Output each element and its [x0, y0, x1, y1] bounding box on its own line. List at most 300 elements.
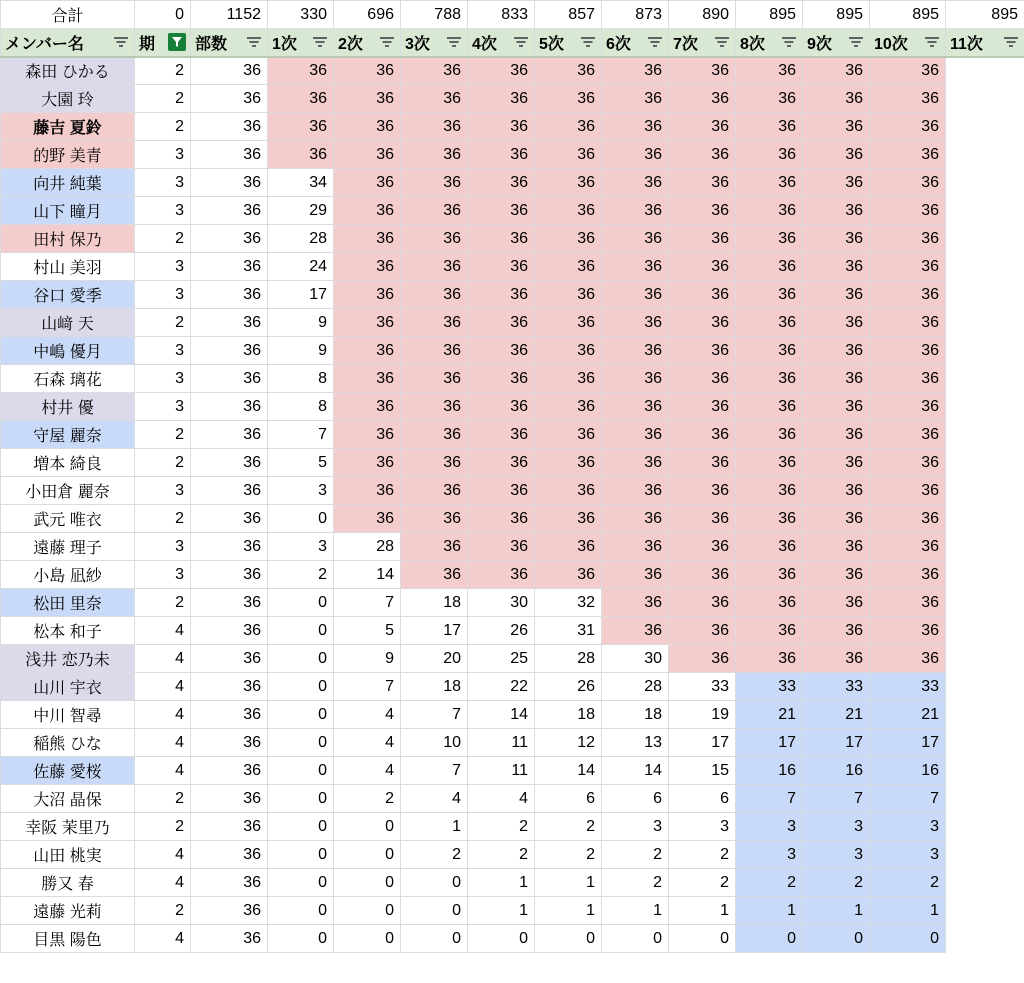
round-cell[interactable]: 7 [401, 757, 468, 785]
round-cell[interactable]: 36 [669, 197, 736, 225]
copies-cell[interactable]: 36 [191, 57, 268, 85]
round-cell[interactable]: 36 [669, 365, 736, 393]
filter-icon[interactable] [380, 37, 394, 47]
round-cell[interactable]: 2 [669, 869, 736, 897]
round-cell[interactable]: 28 [535, 645, 602, 673]
round-cell[interactable]: 36 [669, 589, 736, 617]
round-cell[interactable]: 36 [401, 197, 468, 225]
round-cell[interactable]: 36 [334, 141, 401, 169]
round-cell[interactable]: 36 [669, 477, 736, 505]
round-cell[interactable]: 7 [334, 673, 401, 701]
round-cell[interactable]: 2 [535, 841, 602, 869]
member-name-cell[interactable]: 村井 優 [1, 393, 135, 421]
round-cell[interactable]: 36 [401, 561, 468, 589]
round-cell[interactable]: 0 [736, 925, 803, 953]
round-cell[interactable]: 16 [803, 757, 870, 785]
round-cell[interactable]: 12 [535, 729, 602, 757]
round-cell[interactable]: 36 [669, 113, 736, 141]
term-cell[interactable]: 3 [135, 197, 191, 225]
copies-cell[interactable]: 36 [191, 141, 268, 169]
round-cell[interactable]: 36 [401, 141, 468, 169]
round-cell[interactable]: 33 [870, 673, 946, 701]
round-cell[interactable]: 36 [803, 561, 870, 589]
round-cell[interactable]: 9 [268, 309, 334, 337]
column-header[interactable] [468, 29, 535, 57]
member-name-cell[interactable]: 大園 玲 [1, 85, 135, 113]
round-cell[interactable]: 36 [669, 337, 736, 365]
round-cell[interactable]: 1 [602, 897, 669, 925]
copies-cell[interactable]: 36 [191, 701, 268, 729]
round-cell[interactable]: 36 [736, 533, 803, 561]
round-cell[interactable]: 36 [268, 57, 334, 85]
round-cell[interactable]: 36 [669, 645, 736, 673]
round-cell[interactable]: 36 [870, 281, 946, 309]
copies-cell[interactable]: 36 [191, 673, 268, 701]
round-cell[interactable]: 1 [535, 869, 602, 897]
round-cell[interactable]: 3 [268, 533, 334, 561]
member-name-cell[interactable]: 増本 綺良 [1, 449, 135, 477]
round-cell[interactable]: 5 [334, 617, 401, 645]
member-name-cell[interactable]: 森田 ひかる [1, 57, 135, 85]
member-name-cell[interactable]: 幸阪 茉里乃 [1, 813, 135, 841]
round-cell[interactable]: 36 [803, 253, 870, 281]
filter-icon[interactable] [581, 37, 595, 47]
round-cell[interactable]: 0 [334, 841, 401, 869]
member-name-cell[interactable]: 勝又 春 [1, 869, 135, 897]
round-cell[interactable]: 6 [669, 785, 736, 813]
member-name-cell[interactable]: 中嶋 優月 [1, 337, 135, 365]
round-cell[interactable]: 36 [602, 505, 669, 533]
column-header[interactable] [401, 29, 468, 57]
round-cell[interactable]: 36 [334, 169, 401, 197]
round-cell[interactable]: 36 [334, 57, 401, 85]
copies-cell[interactable]: 36 [191, 85, 268, 113]
round-cell[interactable]: 26 [535, 673, 602, 701]
copies-cell[interactable]: 36 [191, 785, 268, 813]
round-cell[interactable]: 36 [468, 365, 535, 393]
round-cell[interactable]: 36 [669, 617, 736, 645]
round-cell[interactable]: 36 [870, 533, 946, 561]
filter-icon[interactable] [114, 37, 128, 47]
round-cell[interactable]: 3 [602, 813, 669, 841]
round-cell[interactable]: 8 [268, 393, 334, 421]
filter-icon[interactable] [447, 37, 461, 47]
totals-cell[interactable]: 895 [736, 1, 803, 29]
round-cell[interactable]: 36 [736, 589, 803, 617]
round-cell[interactable]: 36 [468, 477, 535, 505]
round-cell[interactable]: 36 [468, 197, 535, 225]
round-cell[interactable]: 36 [535, 393, 602, 421]
totals-cell[interactable]: 0 [135, 1, 191, 29]
round-cell[interactable]: 2 [468, 841, 535, 869]
term-cell[interactable]: 4 [135, 869, 191, 897]
round-cell[interactable]: 16 [736, 757, 803, 785]
round-cell[interactable]: 13 [602, 729, 669, 757]
round-cell[interactable]: 36 [870, 169, 946, 197]
member-name-cell[interactable]: 村山 美羽 [1, 253, 135, 281]
copies-cell[interactable]: 36 [191, 869, 268, 897]
member-name-cell[interactable]: 山下 瞳月 [1, 197, 135, 225]
round-cell[interactable]: 36 [736, 57, 803, 85]
term-cell[interactable]: 2 [135, 113, 191, 141]
round-cell[interactable]: 14 [602, 757, 669, 785]
round-cell[interactable]: 36 [401, 505, 468, 533]
round-cell[interactable]: 36 [669, 309, 736, 337]
round-cell[interactable]: 36 [870, 85, 946, 113]
round-cell[interactable]: 36 [736, 169, 803, 197]
round-cell[interactable]: 2 [870, 869, 946, 897]
round-cell[interactable]: 36 [669, 253, 736, 281]
round-cell[interactable]: 2 [334, 785, 401, 813]
round-cell[interactable]: 36 [468, 141, 535, 169]
member-name-cell[interactable]: 石森 璃花 [1, 365, 135, 393]
member-name-cell[interactable]: 守屋 麗奈 [1, 421, 135, 449]
round-cell[interactable]: 4 [401, 785, 468, 813]
round-cell[interactable]: 36 [468, 393, 535, 421]
round-cell[interactable]: 36 [401, 225, 468, 253]
round-cell[interactable]: 33 [803, 673, 870, 701]
column-header[interactable] [736, 29, 803, 57]
filter-icon[interactable] [782, 37, 796, 47]
round-cell[interactable]: 36 [468, 57, 535, 85]
round-cell[interactable]: 4 [334, 701, 401, 729]
round-cell[interactable]: 36 [803, 57, 870, 85]
round-cell[interactable]: 36 [870, 589, 946, 617]
term-cell[interactable]: 2 [135, 85, 191, 113]
round-cell[interactable]: 36 [870, 309, 946, 337]
member-name-cell[interactable]: 目黒 陽色 [1, 925, 135, 953]
round-cell[interactable]: 36 [401, 57, 468, 85]
term-cell[interactable]: 2 [135, 421, 191, 449]
round-cell[interactable]: 36 [803, 645, 870, 673]
round-cell[interactable]: 0 [268, 505, 334, 533]
round-cell[interactable]: 0 [401, 925, 468, 953]
round-cell[interactable]: 0 [268, 701, 334, 729]
round-cell[interactable]: 36 [602, 169, 669, 197]
round-cell[interactable]: 36 [535, 309, 602, 337]
copies-cell[interactable]: 36 [191, 393, 268, 421]
round-cell[interactable]: 36 [803, 617, 870, 645]
round-cell[interactable]: 36 [401, 113, 468, 141]
round-cell[interactable]: 14 [334, 561, 401, 589]
round-cell[interactable]: 36 [535, 505, 602, 533]
round-cell[interactable]: 15 [669, 757, 736, 785]
round-cell[interactable]: 0 [401, 897, 468, 925]
round-cell[interactable]: 18 [401, 673, 468, 701]
round-cell[interactable]: 3 [870, 841, 946, 869]
round-cell[interactable]: 36 [468, 421, 535, 449]
round-cell[interactable]: 36 [669, 281, 736, 309]
round-cell[interactable]: 17 [803, 729, 870, 757]
term-cell[interactable]: 2 [135, 225, 191, 253]
round-cell[interactable]: 0 [268, 813, 334, 841]
round-cell[interactable]: 14 [468, 701, 535, 729]
round-cell[interactable]: 36 [401, 85, 468, 113]
round-cell[interactable]: 36 [870, 113, 946, 141]
round-cell[interactable]: 36 [334, 309, 401, 337]
round-cell[interactable]: 1 [736, 897, 803, 925]
totals-cell[interactable]: 895 [946, 1, 1024, 29]
round-cell[interactable]: 36 [803, 533, 870, 561]
round-cell[interactable]: 36 [401, 449, 468, 477]
round-cell[interactable]: 6 [535, 785, 602, 813]
round-cell[interactable]: 36 [535, 421, 602, 449]
round-cell[interactable]: 36 [401, 337, 468, 365]
round-cell[interactable]: 0 [268, 617, 334, 645]
member-name-cell[interactable]: 松本 和子 [1, 617, 135, 645]
round-cell[interactable]: 11 [468, 729, 535, 757]
round-cell[interactable]: 36 [736, 253, 803, 281]
term-cell[interactable]: 3 [135, 281, 191, 309]
round-cell[interactable]: 17 [870, 729, 946, 757]
member-name-cell[interactable]: 武元 唯衣 [1, 505, 135, 533]
round-cell[interactable]: 3 [669, 813, 736, 841]
round-cell[interactable]: 21 [803, 701, 870, 729]
round-cell[interactable]: 36 [535, 85, 602, 113]
column-header[interactable] [334, 29, 401, 57]
round-cell[interactable]: 36 [334, 85, 401, 113]
round-cell[interactable]: 36 [468, 337, 535, 365]
copies-cell[interactable]: 36 [191, 841, 268, 869]
column-header[interactable] [803, 29, 870, 57]
round-cell[interactable]: 4 [334, 757, 401, 785]
round-cell[interactable]: 36 [535, 337, 602, 365]
round-cell[interactable]: 36 [468, 449, 535, 477]
round-cell[interactable]: 36 [401, 169, 468, 197]
filter-icon[interactable] [247, 37, 261, 47]
totals-cell[interactable]: 788 [401, 1, 468, 29]
round-cell[interactable]: 7 [268, 421, 334, 449]
round-cell[interactable]: 36 [468, 85, 535, 113]
round-cell[interactable]: 9 [268, 337, 334, 365]
round-cell[interactable]: 36 [602, 533, 669, 561]
round-cell[interactable]: 36 [870, 337, 946, 365]
totals-label-cell[interactable]: 合計 [1, 1, 135, 29]
round-cell[interactable]: 36 [736, 393, 803, 421]
round-cell[interactable]: 36 [669, 449, 736, 477]
round-cell[interactable]: 36 [535, 141, 602, 169]
term-cell[interactable]: 2 [135, 813, 191, 841]
round-cell[interactable]: 36 [803, 589, 870, 617]
round-cell[interactable]: 0 [268, 841, 334, 869]
member-name-cell[interactable]: 山川 宇衣 [1, 673, 135, 701]
round-cell[interactable]: 36 [535, 281, 602, 309]
round-cell[interactable]: 36 [669, 561, 736, 589]
member-name-cell[interactable]: 浅井 恋乃未 [1, 645, 135, 673]
filter-icon[interactable] [648, 37, 662, 47]
round-cell[interactable]: 36 [736, 141, 803, 169]
round-cell[interactable]: 6 [602, 785, 669, 813]
round-cell[interactable]: 0 [268, 729, 334, 757]
term-cell[interactable]: 2 [135, 449, 191, 477]
round-cell[interactable]: 0 [268, 925, 334, 953]
term-cell[interactable]: 4 [135, 701, 191, 729]
round-cell[interactable]: 36 [334, 393, 401, 421]
round-cell[interactable]: 36 [401, 533, 468, 561]
copies-cell[interactable]: 36 [191, 729, 268, 757]
copies-cell[interactable]: 36 [191, 225, 268, 253]
round-cell[interactable]: 4 [334, 729, 401, 757]
round-cell[interactable]: 36 [669, 505, 736, 533]
copies-cell[interactable]: 36 [191, 757, 268, 785]
round-cell[interactable]: 17 [736, 729, 803, 757]
round-cell[interactable]: 36 [669, 169, 736, 197]
round-cell[interactable]: 36 [468, 113, 535, 141]
round-cell[interactable]: 18 [602, 701, 669, 729]
term-cell[interactable]: 4 [135, 729, 191, 757]
round-cell[interactable]: 36 [535, 113, 602, 141]
round-cell[interactable]: 18 [535, 701, 602, 729]
round-cell[interactable]: 36 [803, 309, 870, 337]
round-cell[interactable]: 11 [468, 757, 535, 785]
round-cell[interactable]: 36 [334, 281, 401, 309]
term-cell[interactable]: 2 [135, 589, 191, 617]
round-cell[interactable]: 5 [268, 449, 334, 477]
round-cell[interactable]: 36 [401, 309, 468, 337]
round-cell[interactable]: 20 [401, 645, 468, 673]
round-cell[interactable]: 36 [602, 617, 669, 645]
copies-cell[interactable]: 36 [191, 925, 268, 953]
round-cell[interactable]: 9 [334, 645, 401, 673]
round-cell[interactable]: 36 [334, 477, 401, 505]
round-cell[interactable]: 0 [268, 869, 334, 897]
round-cell[interactable]: 1 [401, 813, 468, 841]
round-cell[interactable]: 36 [535, 57, 602, 85]
column-header[interactable] [1, 29, 135, 57]
copies-cell[interactable]: 36 [191, 645, 268, 673]
round-cell[interactable]: 36 [870, 141, 946, 169]
round-cell[interactable]: 36 [870, 393, 946, 421]
totals-cell[interactable]: 895 [870, 1, 946, 29]
member-name-cell[interactable]: 藤吉 夏鈴 [1, 113, 135, 141]
round-cell[interactable]: 36 [334, 337, 401, 365]
totals-cell[interactable]: 857 [535, 1, 602, 29]
round-cell[interactable]: 36 [334, 113, 401, 141]
round-cell[interactable]: 18 [401, 589, 468, 617]
round-cell[interactable]: 26 [468, 617, 535, 645]
round-cell[interactable]: 36 [334, 421, 401, 449]
round-cell[interactable]: 36 [736, 225, 803, 253]
round-cell[interactable]: 36 [669, 393, 736, 421]
totals-cell[interactable]: 696 [334, 1, 401, 29]
member-name-cell[interactable]: 稲熊 ひな [1, 729, 135, 757]
totals-cell[interactable]: 895 [803, 1, 870, 29]
term-cell[interactable]: 4 [135, 673, 191, 701]
member-name-cell[interactable]: 小田倉 麗奈 [1, 477, 135, 505]
copies-cell[interactable]: 36 [191, 309, 268, 337]
round-cell[interactable]: 36 [736, 113, 803, 141]
totals-cell[interactable]: 1152 [191, 1, 268, 29]
round-cell[interactable]: 36 [803, 449, 870, 477]
member-name-cell[interactable]: 小島 凪紗 [1, 561, 135, 589]
copies-cell[interactable]: 36 [191, 617, 268, 645]
round-cell[interactable]: 36 [535, 561, 602, 589]
round-cell[interactable]: 7 [401, 701, 468, 729]
round-cell[interactable]: 0 [468, 925, 535, 953]
round-cell[interactable]: 36 [803, 169, 870, 197]
round-cell[interactable]: 36 [870, 505, 946, 533]
round-cell[interactable]: 36 [602, 449, 669, 477]
round-cell[interactable]: 36 [602, 253, 669, 281]
term-cell[interactable]: 3 [135, 253, 191, 281]
round-cell[interactable]: 0 [268, 589, 334, 617]
round-cell[interactable]: 36 [870, 449, 946, 477]
copies-cell[interactable]: 36 [191, 169, 268, 197]
round-cell[interactable]: 0 [334, 925, 401, 953]
column-header[interactable] [268, 29, 334, 57]
round-cell[interactable]: 36 [268, 113, 334, 141]
round-cell[interactable]: 36 [736, 561, 803, 589]
round-cell[interactable]: 36 [736, 505, 803, 533]
round-cell[interactable]: 36 [736, 449, 803, 477]
totals-cell[interactable]: 890 [669, 1, 736, 29]
column-header[interactable] [191, 29, 268, 57]
term-cell[interactable]: 3 [135, 477, 191, 505]
round-cell[interactable]: 36 [669, 225, 736, 253]
round-cell[interactable]: 36 [468, 281, 535, 309]
round-cell[interactable]: 36 [334, 365, 401, 393]
term-cell[interactable]: 3 [135, 337, 191, 365]
column-header[interactable] [135, 29, 191, 57]
round-cell[interactable]: 36 [669, 57, 736, 85]
round-cell[interactable]: 36 [468, 309, 535, 337]
term-cell[interactable]: 3 [135, 169, 191, 197]
round-cell[interactable]: 0 [870, 925, 946, 953]
round-cell[interactable]: 36 [602, 365, 669, 393]
round-cell[interactable]: 36 [535, 169, 602, 197]
member-name-cell[interactable]: 大沼 晶保 [1, 785, 135, 813]
copies-cell[interactable]: 36 [191, 197, 268, 225]
round-cell[interactable]: 36 [736, 365, 803, 393]
round-cell[interactable]: 29 [268, 197, 334, 225]
round-cell[interactable]: 0 [268, 897, 334, 925]
round-cell[interactable]: 3 [803, 841, 870, 869]
round-cell[interactable]: 7 [803, 785, 870, 813]
round-cell[interactable]: 2 [401, 841, 468, 869]
round-cell[interactable]: 36 [602, 197, 669, 225]
round-cell[interactable]: 36 [602, 225, 669, 253]
column-header[interactable] [602, 29, 669, 57]
round-cell[interactable]: 36 [268, 141, 334, 169]
round-cell[interactable]: 36 [736, 617, 803, 645]
copies-cell[interactable]: 36 [191, 253, 268, 281]
round-cell[interactable]: 3 [268, 477, 334, 505]
column-header[interactable] [946, 29, 1024, 57]
round-cell[interactable]: 36 [334, 449, 401, 477]
term-cell[interactable]: 3 [135, 365, 191, 393]
round-cell[interactable]: 36 [334, 197, 401, 225]
round-cell[interactable]: 36 [602, 57, 669, 85]
round-cell[interactable]: 36 [401, 253, 468, 281]
round-cell[interactable]: 36 [602, 85, 669, 113]
round-cell[interactable]: 36 [870, 617, 946, 645]
round-cell[interactable]: 36 [803, 505, 870, 533]
filter-icon[interactable] [514, 37, 528, 47]
member-name-cell[interactable]: 遠藤 理子 [1, 533, 135, 561]
round-cell[interactable]: 0 [401, 869, 468, 897]
round-cell[interactable]: 36 [602, 141, 669, 169]
round-cell[interactable]: 1 [468, 869, 535, 897]
round-cell[interactable]: 33 [736, 673, 803, 701]
copies-cell[interactable]: 36 [191, 421, 268, 449]
round-cell[interactable]: 36 [468, 533, 535, 561]
round-cell[interactable]: 21 [870, 701, 946, 729]
round-cell[interactable]: 4 [468, 785, 535, 813]
round-cell[interactable]: 33 [669, 673, 736, 701]
round-cell[interactable]: 0 [334, 813, 401, 841]
round-cell[interactable]: 28 [268, 225, 334, 253]
round-cell[interactable]: 36 [535, 225, 602, 253]
